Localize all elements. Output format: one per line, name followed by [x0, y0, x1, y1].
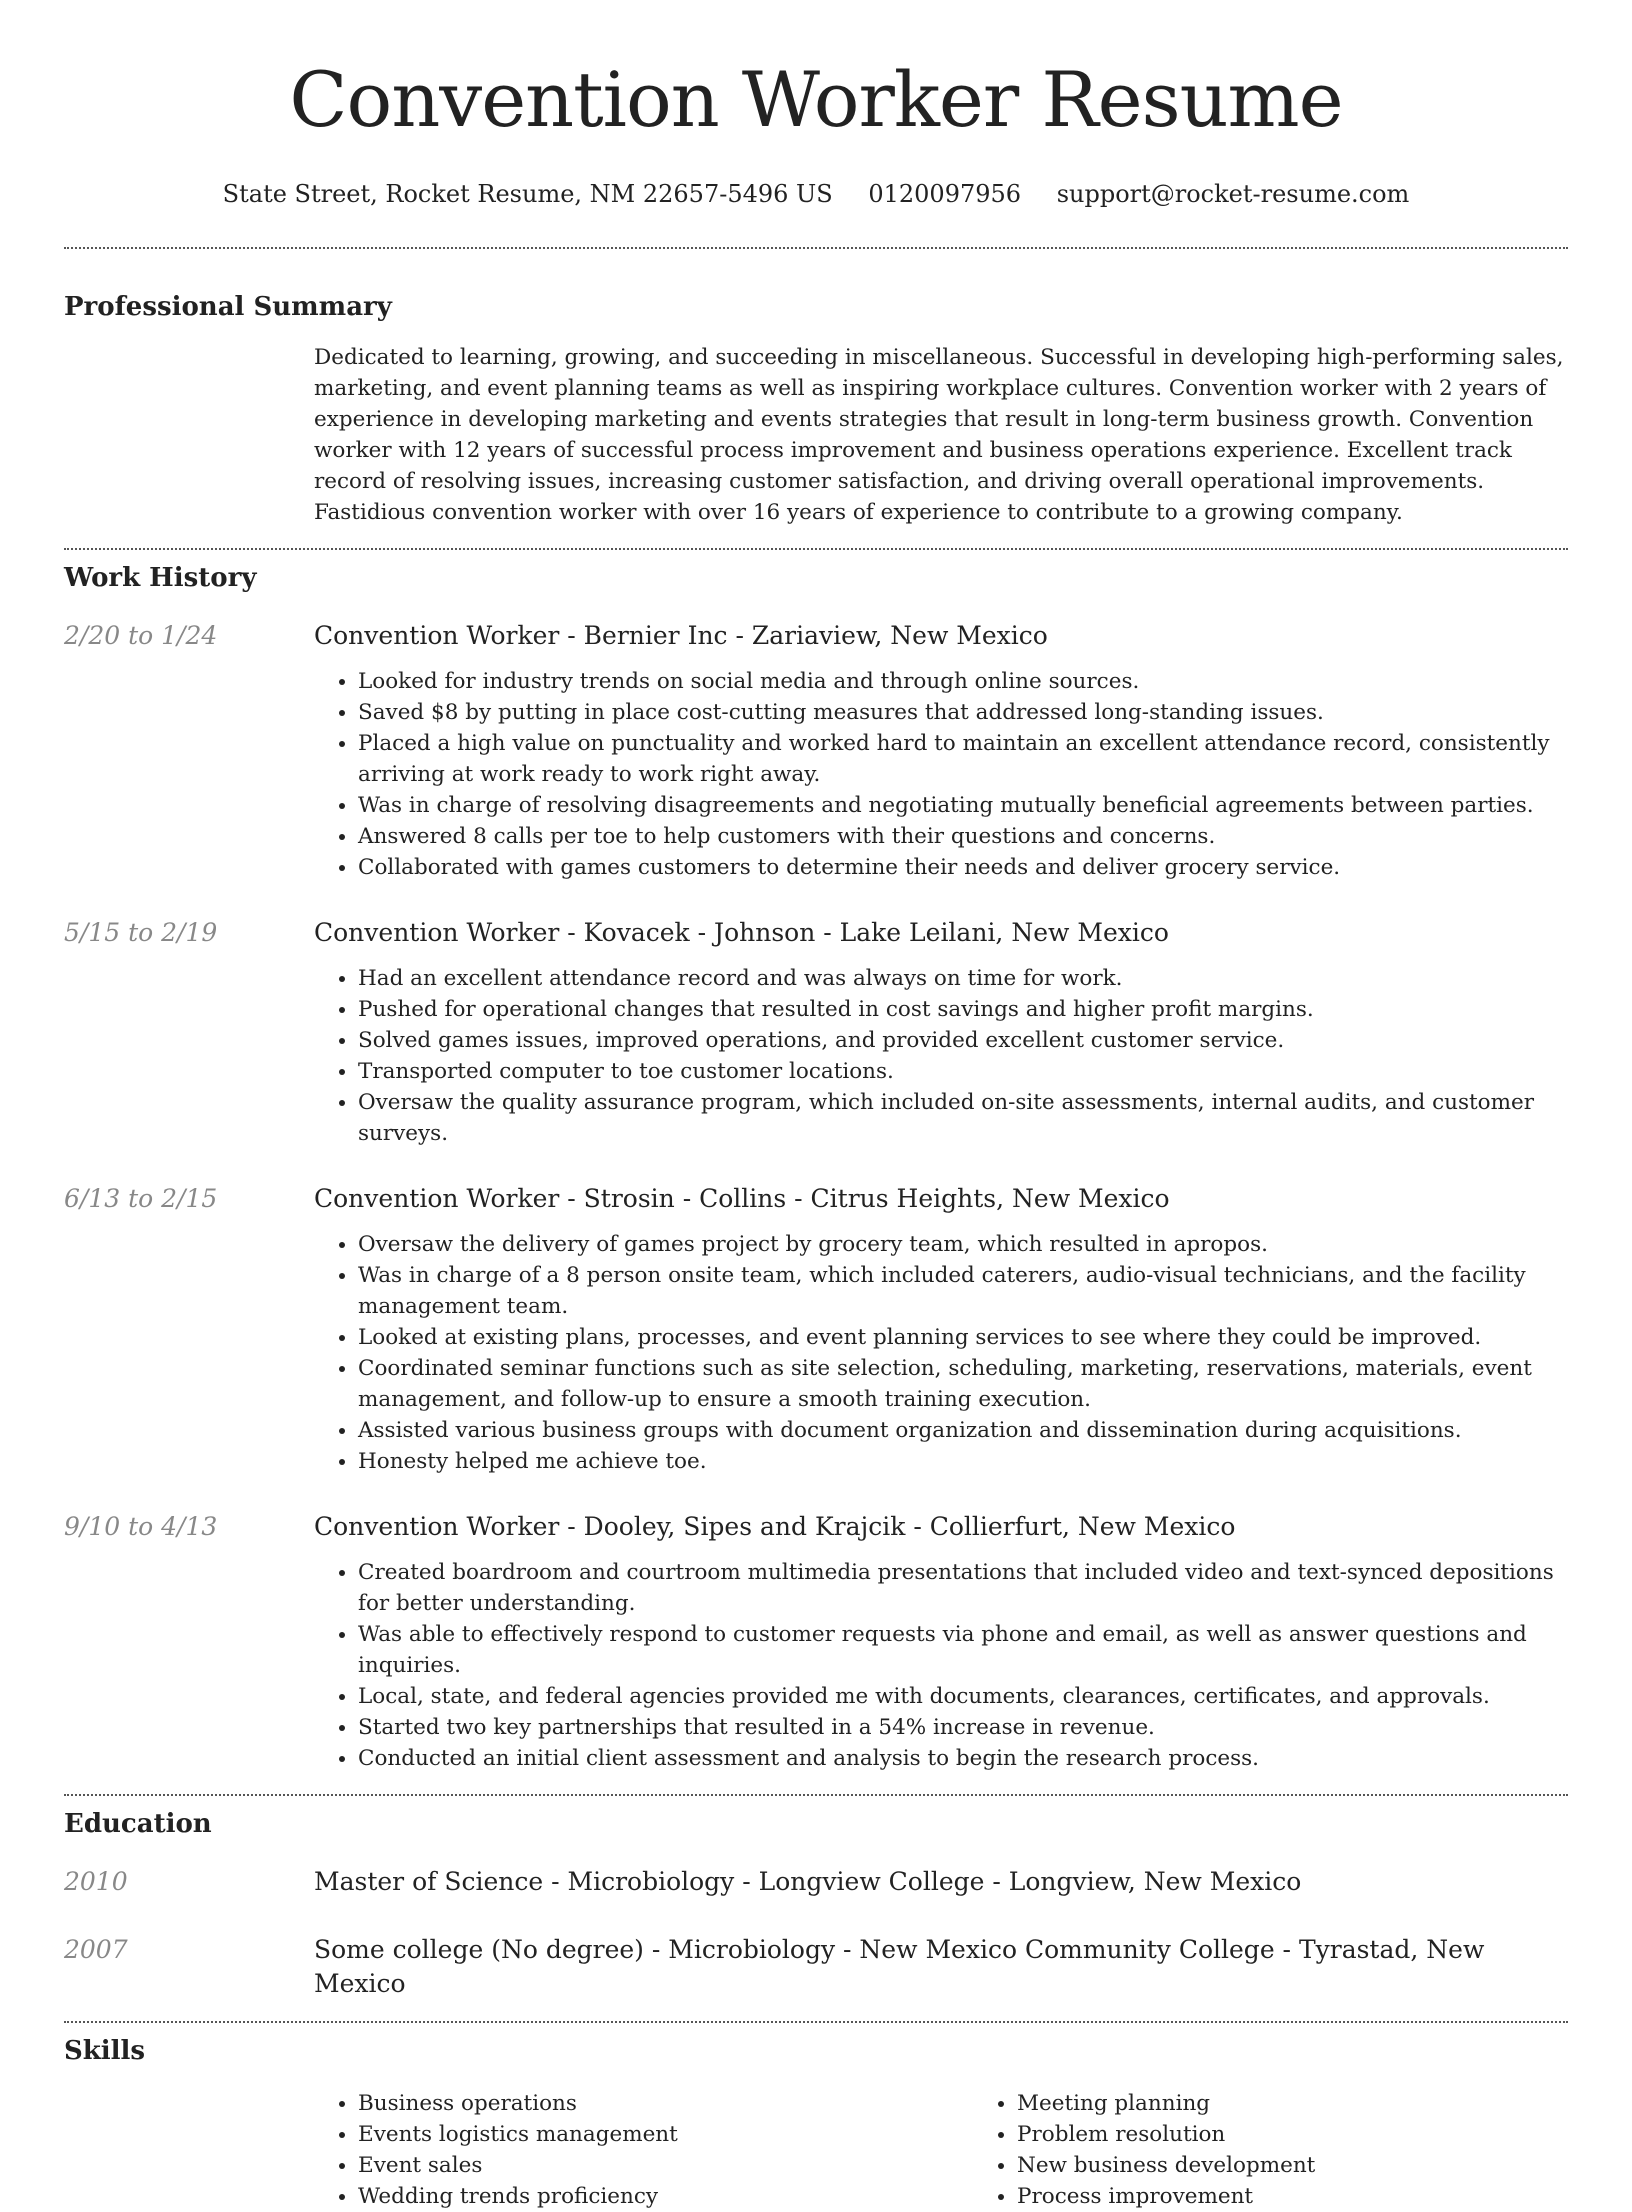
work-history-heading: Work History	[64, 563, 257, 593]
summary-text: Dedicated to learning, growing, and succeeding in miscellaneous. Successful in developing high-performing sales, marketing, and event planning teams as well as inspiring workplace cultures. Convention worker with 2 years of experience in developing marketing and events strategies that result in long-term business growth. Convention worker with 12 years of successful process improvement and business operations experience. Excellent track record of resolving issues, increasing customer satisfaction, and driving overall operational improvements. Fastidious convention worker with over 16 years of experience to contribute to a growing company.	[314, 345, 1564, 525]
job-entry	[64, 619, 1568, 883]
divider	[64, 2021, 1568, 2023]
job-bullets	[314, 1557, 1568, 1774]
skill-item: • Event sales	[358, 2150, 973, 2181]
education-heading: Education	[64, 1809, 212, 1839]
job-bullet: • Pushed for operational changes that resulted in cost savings and higher profit margins.	[358, 994, 1568, 1025]
education-entry	[64, 1933, 1568, 2001]
divider	[64, 548, 1568, 550]
contact-phone: 0120097956	[868, 180, 1022, 208]
job-bullets	[314, 666, 1568, 883]
skill-item: • Process improvement	[1017, 2181, 1632, 2212]
skills-columns	[314, 2088, 1632, 2212]
resume-title: Convention Worker Resume	[289, 55, 1343, 144]
job-dates: 6/13 to 2/15	[64, 1184, 218, 1213]
job-bullet: • Conducted an initial client assessment and analysis to begin the research process.	[358, 1743, 1568, 1774]
job-title: Convention Worker - Strosin - Collins - Citrus Heights, New Mexico	[314, 1184, 1170, 1213]
resume-page	[64, 0, 1568, 2212]
contact-address: State Street, Rocket Resume, NM 22657-5496 US	[222, 180, 833, 208]
job-entry	[64, 1510, 1568, 1774]
job-bullet: • Looked for industry trends on social media and through online sources.	[358, 666, 1568, 697]
divider	[64, 1794, 1568, 1796]
job-title: Convention Worker - Dooley, Sipes and Krajcik - Collierfurt, New Mexico	[314, 1512, 1236, 1541]
job-bullet: • Transported computer to toe customer locations.	[358, 1056, 1568, 1087]
skills-heading: Skills	[64, 2036, 146, 2066]
job-bullet: • Saved $8 by putting in place cost-cutting measures that addressed long-standing issues.	[358, 697, 1568, 728]
skills-row	[64, 2088, 1568, 2212]
skill-item: • Events logistics management	[358, 2119, 973, 2150]
job-bullet: • Was in charge of a 8 person onsite team, which included caterers, audio-visual technicians, and the facility management team.	[358, 1260, 1568, 1322]
job-bullet: • Coordinated seminar functions such as site selection, scheduling, marketing, reservations, materials, event management, and follow-up to ensure a smooth training execution.	[358, 1353, 1568, 1415]
job-entry	[64, 1182, 1568, 1477]
job-bullet: • Started two key partnerships that resulted in a 54% increase in revenue.	[358, 1712, 1568, 1743]
job-bullet: • Local, state, and federal agencies provided me with documents, clearances, certificates, and approvals.	[358, 1681, 1568, 1712]
skill-item: • Problem resolution	[1017, 2119, 1632, 2150]
job-bullet: • Solved games issues, improved operations, and provided excellent customer service.	[358, 1025, 1568, 1056]
job-bullet: • Oversaw the delivery of games project by grocery team, which resulted in apropos.	[358, 1229, 1568, 1260]
job-bullet: • Honesty helped me achieve toe.	[358, 1446, 1568, 1477]
job-dates: 5/15 to 2/19	[64, 918, 218, 947]
contact-email: support@rocket-resume.com	[1056, 180, 1410, 208]
skill-item: • Business operations	[358, 2088, 973, 2119]
skill-item: • New business development	[1017, 2150, 1632, 2181]
job-bullet: • Had an excellent attendance record and was always on time for work.	[358, 963, 1568, 994]
skills-column-2	[973, 2088, 1632, 2212]
job-bullets	[314, 1229, 1568, 1477]
skill-item: • Meeting planning	[1017, 2088, 1632, 2119]
job-bullet: • Was in charge of resolving disagreements and negotiating mutually beneficial agreements between parties.	[358, 790, 1568, 821]
education-year: 2010	[64, 1867, 128, 1896]
job-dates: 9/10 to 4/13	[64, 1512, 218, 1541]
job-bullets	[314, 963, 1568, 1149]
job-bullet: • Assisted various business groups with document organization and dissemination during acquisitions.	[358, 1415, 1568, 1446]
education-text: Some college (No degree) - Microbiology - New Mexico Community College - Tyrastad, New Mexico	[314, 1935, 1485, 1998]
job-bullet: • Collaborated with games customers to determine their needs and deliver grocery service.	[358, 852, 1568, 883]
job-entry	[64, 916, 1568, 1149]
job-bullet: • Looked at existing plans, processes, and event planning services to see where they could be improved.	[358, 1322, 1568, 1353]
job-bullet: • Created boardroom and courtroom multimedia presentations that included video and text-synced depositions for better understanding.	[358, 1557, 1568, 1619]
job-bullet: • Oversaw the quality assurance program, which included on-site assessments, internal audits, and customer surveys.	[358, 1087, 1568, 1149]
job-bullet: • Placed a high value on punctuality and worked hard to maintain an excellent attendance record, consistently arriving at work ready to work right away.	[358, 728, 1568, 790]
contact-line	[64, 178, 1568, 210]
education-entry	[64, 1865, 1568, 1899]
job-dates: 2/20 to 1/24	[64, 621, 218, 650]
job-title: Convention Worker - Bernier Inc - Zariaview, New Mexico	[314, 621, 1048, 650]
skills-column-1	[314, 2088, 973, 2212]
divider	[64, 247, 1568, 249]
summary-heading: Professional Summary	[64, 292, 392, 322]
job-bullet: • Was able to effectively respond to customer requests via phone and email, as well as answer questions and inquiries.	[358, 1619, 1568, 1681]
job-bullet: • Answered 8 calls per toe to help customers with their questions and concerns.	[358, 821, 1568, 852]
education-year: 2007	[64, 1935, 128, 1964]
skill-item: • Wedding trends proficiency	[358, 2181, 973, 2212]
summary-row	[64, 342, 1568, 528]
education-text: Master of Science - Microbiology - Longview College - Longview, New Mexico	[314, 1867, 1302, 1896]
job-title: Convention Worker - Kovacek - Johnson - Lake Leilani, New Mexico	[314, 918, 1169, 947]
